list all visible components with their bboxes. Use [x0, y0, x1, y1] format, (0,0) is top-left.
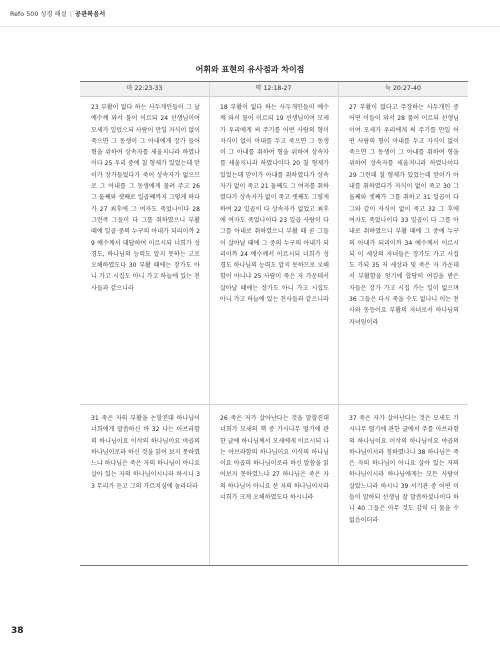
header-separator: | [69, 11, 72, 18]
table-cell-mark-row-2: 26 죽은 자가 살아난다는 것을 말할진대 너희가 모세의 책 중 가시나무 떨기에 관한 글에 하나님께서 모세에게 이르시되 나는 아브라함의 하나님이요 이삭의 하나님이요 야곱의 하나님이로라 하신 말씀을 읽어보지 못하였느냐 27 하나님은 죽은 자의 하나님이 아니요 산 자의 하나님이시라 너희가 크게 오해하였도다 하시니라 [220, 415, 329, 502]
table-cell-luke-row-1: 27 부활이 없다고 주장하는 사두개인 중 어떤 이들이 와서 28 물어 이르되 선생님이여 모세가 우리에게 써 주기를 만일 어떤 사람의 형이 아내를 두고 자식이 없이 죽으면 그 동생이 그 아내를 취하여 형을 위하여 상속자를 세울지니라 하였나이다 29 그런데 칠 형제가 있었는데 맏이가 아내를 취하였다가 자식이 없이 죽고 30 그 둘째와 셋째가 그를 취하고 31 일곱이 다 그와 같이 자식이 없이 죽고 32 그 후에 여자도 죽었나이다 33 일곱이 다 그를 아내로 취하였으니 부활 때에 그 중에 누구의 아내가 되리이까 34 예수께서 이르시되 이 세상의 자녀들은 장가도 가고 시집도 가되 35 저 세상과 및 죽은 자 가운데서 부활함을 얻기에 합당히 여김을 받은 자들은 장가 가고 시집 가는 일이 없으며 36 그들은 다시 죽을 수도 없나니 이는 천사와 동등이요 부활의 자녀로서 하나님의 자녀임이라 [349, 104, 459, 326]
table-title: 어휘와 표현의 유사점과 차이점 [195, 65, 305, 74]
header-divider [80, 96, 468, 97]
table-cell-luke-row-2: 37 죽은 자가 살아난다는 것은 모세도 가시나무 떨기에 관한 글에서 주를 아브라함의 하나님이요 이삭의 하나님이요 야곱의 하나님이시라 칭하였나니 38 하나님은 죽은 자의 하나님이 아니요 살아 있는 자의 하나님이시라 하나님에게는 모든 사람이 살았느니라 하시니 39 서기관 중 어떤 이들이 말하되 선생님 잘 말씀하셨나이다 하니 40 그들은 아무 것도 감히 더 물을 수 없음이더라 [349, 415, 459, 524]
running-header-text [10, 9, 105, 18]
row-divider [80, 404, 468, 405]
page-number: 38 [11, 626, 24, 636]
column-header-luke: 눅 20:27-40 [338, 82, 468, 96]
column-header-matthew: 마 22:23-33 [80, 82, 209, 96]
column-divider [209, 82, 210, 565]
table-cell-matthew-row-1: 23 부활이 없다 하는 사두개인들이 그 날 예수께 와서 물어 이르되 24 선생님이여 모세가 일렀으되 사람이 만일 자식이 없이 죽으면 그 동생이 그 아내에게 장가 들어 형을 위하여 상속자를 세울지니라 하였나이다 25 우리 중에 칠 형제가 있었는데 맏이가 장가들었다가 죽어 상속자가 없으므로 그 아내를 그 동생에게 물려 주고 26 그 둘째와 셋째로 일곱째까지 그렇게 하다가 27 최후에 그 여자도 죽었나이다 28 그런즉 그들이 다 그를 취하였으니 부활 때에 일곱 중의 누구의 아내가 되리이까 29 예수께서 대답하여 이르시되 너희가 성경도, 하나님의 능력도 알지 못하는 고로 오해하였도다 30 부활 때에는 장가도 아니 가고 시집도 아니 가고 하늘에 있는 천사들과 같으니라 [91, 104, 200, 292]
column-header-mark: 막 12:18-27 [209, 82, 338, 96]
column-divider [338, 82, 339, 565]
book-series-title: Refo 500 성경 해설 [10, 11, 67, 18]
section-title: 공관복음서 [75, 11, 106, 18]
table-cell-mark-row-1: 18 부활이 없다 하는 사두개인들이 예수께 와서 물어 이르되 19 선생님이여 모세가 우리에게 써 주기를 어떤 사람의 형이 자식이 없이 아내를 두고 죽으면 그 동생이 그 아내를 취하여 형을 위하여 상속자를 세울지니라 하였나이다 20 칠 형제가 있었는데 맏이가 아내를 취하였다가 상속자가 없이 죽고 21 둘째도 그 여자를 취하였다가 상속자가 없이 죽고 셋째도 그렇게 하여 22 일곱이 다 상속자가 없었고 최후에 여자도 죽었나이다 23 일곱 사람이 다 그를 아내로 취하였으니 부활 때 곧 그들이 살아날 때에 그 중의 누구의 아내가 되리이까 24 예수께서 이르시되 너희가 성경도 하나님의 능력도 알지 못하므로 오해함이 아니냐 25 사람이 죽은 자 가운데서 살아날 때에는 장가도 아니 가고 시집도 아니 가고 하늘에 있는 천사들과 같으니라 [220, 104, 329, 304]
comparison-table [80, 81, 468, 566]
running-header [0, 0, 500, 27]
table-cell-matthew-row-2: 31 죽은 자의 부활을 논할진대 하나님이 너희에게 말씀하신 바 32 나는 아브라함의 하나님이요 이삭의 하나님이요 야곱의 하나님이로라 하신 것을 읽어 보지 못하였느냐 하나님은 죽은 자의 하나님이 아니요 살아 있는 자의 하나님이시니라 하시니 33 무리가 듣고 그의 가르치심에 놀라더라 [91, 415, 200, 490]
